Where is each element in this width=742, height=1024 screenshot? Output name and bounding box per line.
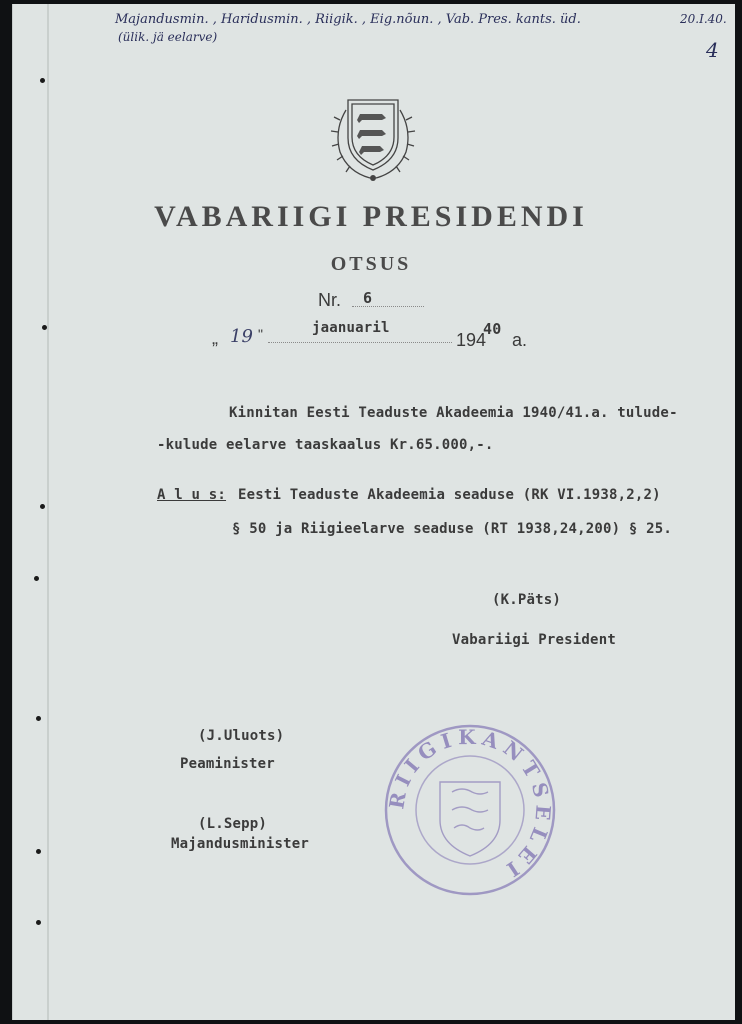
president-title: Vabariigi President [452, 632, 616, 648]
economy-minister-name: (L.Sepp) [198, 816, 268, 832]
date-open-quote: „ [212, 328, 218, 348]
president-name: (K.Päts) [492, 592, 562, 608]
number-label: Nr. [318, 290, 342, 310]
date-day: 19 [230, 326, 253, 347]
punch-hole [36, 849, 41, 854]
alus-label: A l u s: [157, 487, 227, 503]
body-line-2: -kulude eelarve taaskaalus Kr.65.000,-. [157, 437, 494, 453]
date-year-prefix: 194 [456, 330, 487, 350]
riigikantselei-seal-stamp [382, 722, 558, 898]
decision-number: 6 [363, 289, 373, 307]
document-type: OTSUS [330, 253, 412, 275]
handwritten-page-number: 4 [706, 38, 719, 62]
date-close-quote: " [258, 326, 263, 342]
body-line-1: Kinnitan Eesti Teaduste Akadeemia 1940/41.a. tulude- [229, 405, 678, 421]
coat-of-arms-icon [326, 90, 420, 184]
punch-hole [40, 78, 45, 83]
svg-text:RIIGIKANTSELEI: RIIGIKANTSELEI [384, 724, 556, 885]
alus-line-2: § 50 ja Riigieelarve seaduse (RT 1938,24,200) § 25. [232, 521, 673, 537]
date-year: 40 [483, 320, 502, 338]
economy-minister-title: Majandusminister [171, 836, 310, 852]
date-year-suffix: a. [512, 330, 528, 350]
date-month: jaanuaril [312, 320, 390, 336]
punch-hole [34, 576, 39, 581]
fold-line [47, 4, 49, 1020]
punch-hole [42, 325, 47, 330]
prime-minister-name: (J.Uluots) [198, 728, 285, 744]
prime-minister-title: Peaminister [180, 756, 275, 772]
punch-hole [40, 504, 45, 509]
alus-line-1: Eesti Teaduste Akadeemia seaduse (RK VI.1938,2,2) [238, 487, 661, 503]
document-title: VABARIIGI PRESIDENDI [154, 200, 588, 233]
handwritten-distribution: Majandusmin. , Haridusmin. , Riigik. , Eig.nõun. , Vab. Pres. kants. üd. [115, 12, 581, 27]
punch-hole [36, 920, 41, 925]
handwritten-note: (ülik. jä eelarve) [118, 30, 218, 44]
date-underline [268, 342, 452, 343]
punch-hole [36, 716, 41, 721]
handwritten-date: 20.I.40. [680, 12, 727, 26]
